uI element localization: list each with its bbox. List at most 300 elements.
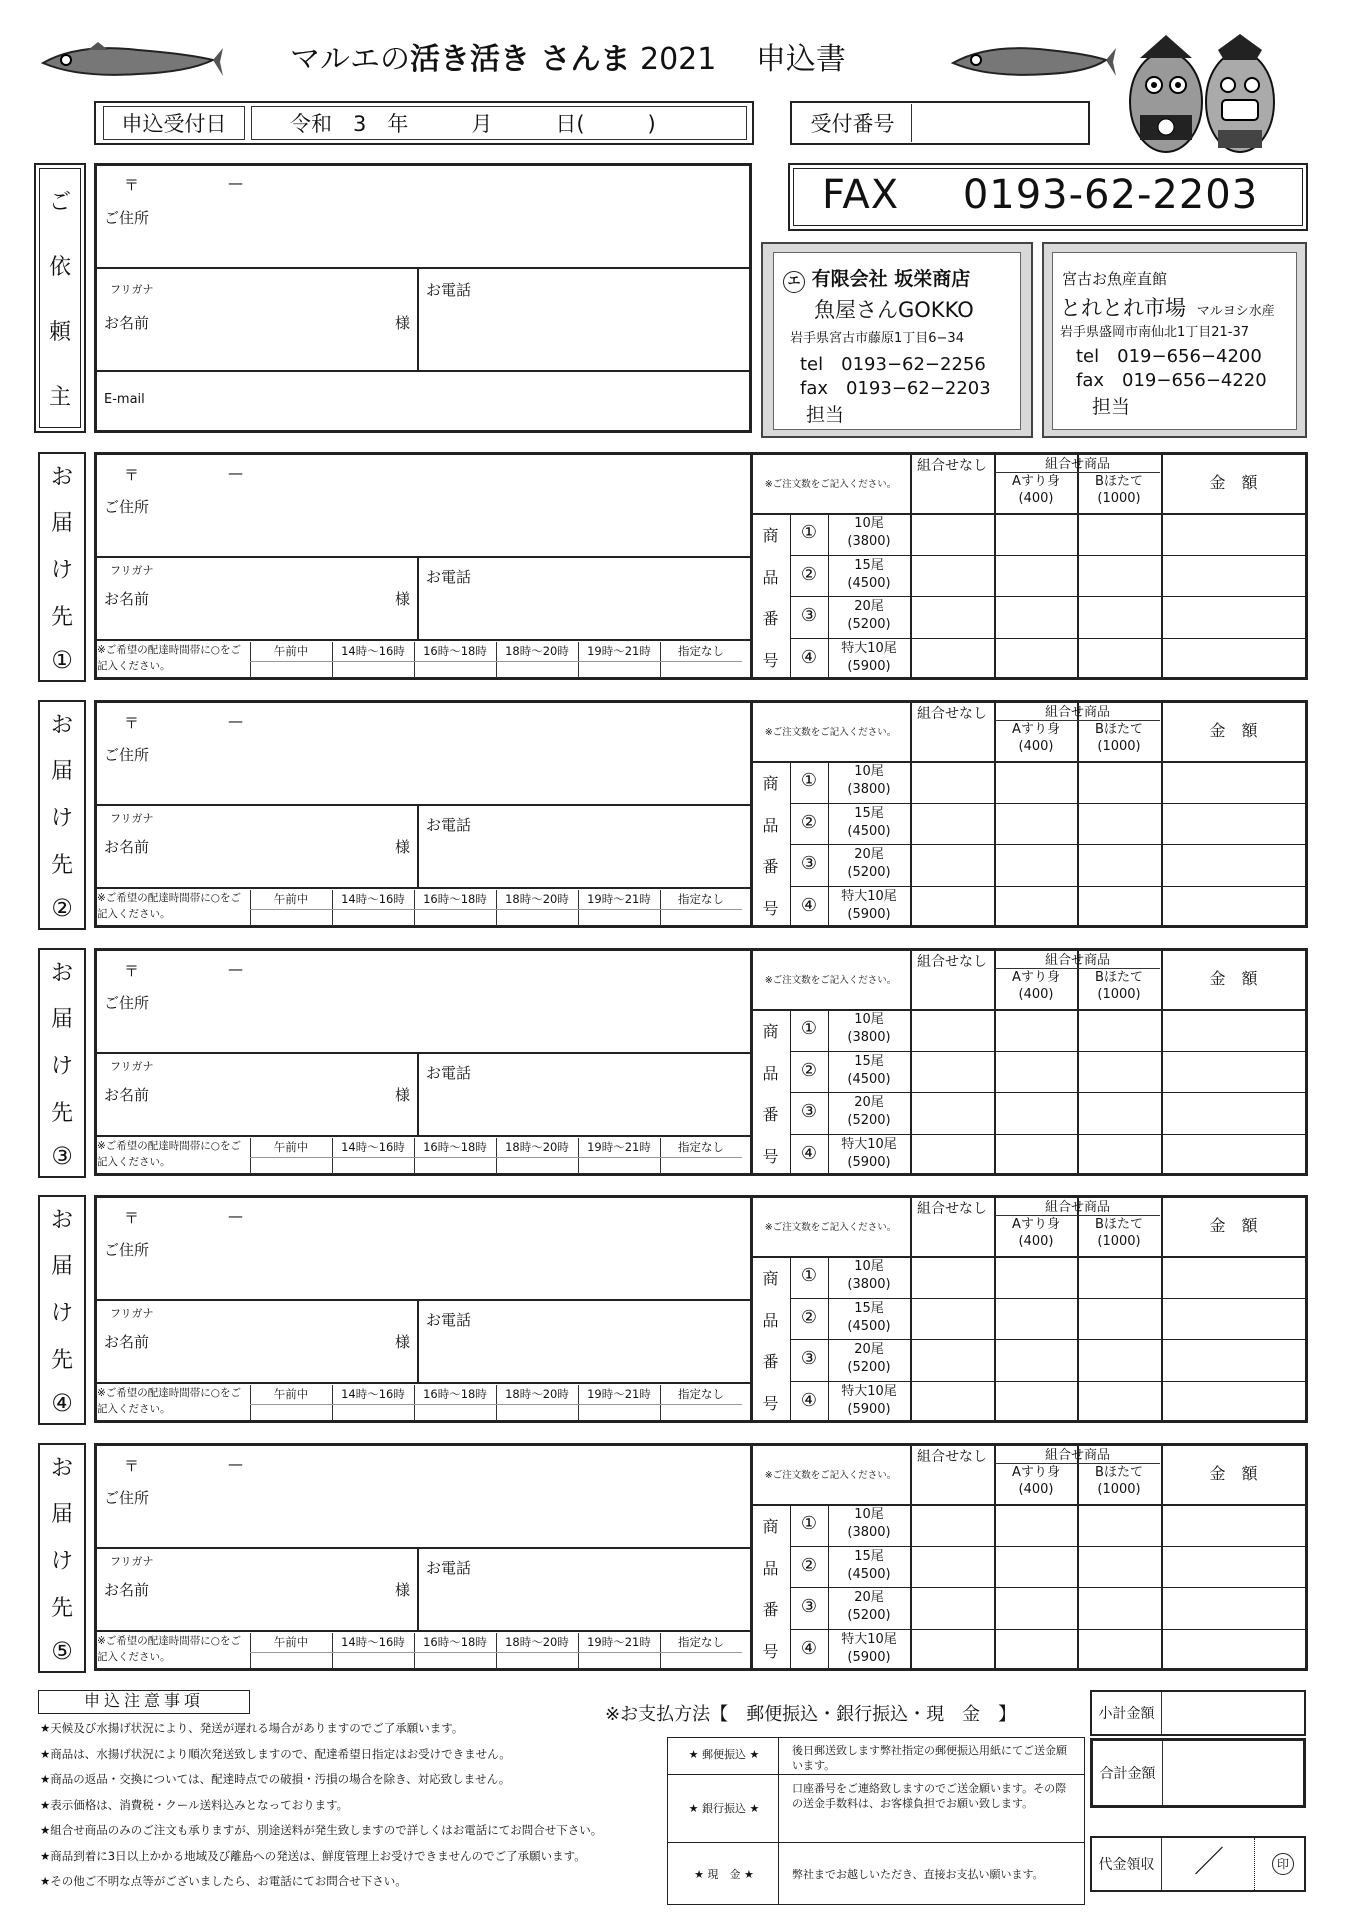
requester-email-field[interactable] (170, 378, 740, 426)
delivery-time-slot-label: 19時～21時 (578, 643, 660, 662)
requester-postal-mark: 〒 (124, 176, 140, 194)
delivery-product-char: 品 (762, 1063, 779, 1083)
delivery-qty-combo-a-field[interactable] (995, 1257, 1077, 1297)
delivery-amount-field[interactable] (1162, 1010, 1305, 1050)
delivery-product-number: ③ (800, 1596, 818, 1617)
delivery-qty-none-field[interactable] (911, 845, 993, 885)
delivery-product-price: (5200) (847, 617, 891, 632)
delivery-side-label (38, 1443, 86, 1673)
subtotal-field[interactable] (1164, 1692, 1304, 1734)
delivery-furigana-label: フリガナ (110, 1307, 154, 1320)
divider (417, 267, 419, 370)
delivery-product-number: ② (800, 563, 818, 585)
delivery-time-slot-label: 16時～18時 (414, 1634, 496, 1653)
delivery-qty-combo-a-field[interactable] (995, 845, 1077, 885)
delivery-combo-none-label: 組合せなし (917, 1449, 987, 1465)
delivery-product-number: ③ (800, 1348, 818, 1369)
delivery-qty-combo-a-field[interactable] (995, 514, 1077, 554)
delivery-combo-b-label: Bほたて(1000) (1095, 1217, 1143, 1249)
delivery-combo-a-label: Aすり身(400) (1012, 970, 1060, 1002)
delivery-qty-none-field[interactable] (911, 1382, 993, 1422)
delivery-name-field[interactable] (180, 1303, 390, 1379)
delivery-time-note: ※ご希望の配達時間帯に○をご記入ください。 (97, 1140, 241, 1168)
delivery-combo-a-label: Aすり身(400) (1012, 1465, 1060, 1497)
requester-name-field[interactable] (180, 275, 390, 360)
shop1-company-name: 有限会社 坂栄商店 (811, 268, 971, 290)
delivery-product-char: 商 (762, 774, 779, 793)
delivery-address-field[interactable] (200, 706, 740, 798)
delivery-qty-combo-a-field[interactable] (995, 762, 1077, 802)
divider (417, 556, 419, 639)
requester-furigana-label: フリガナ (110, 283, 154, 296)
delivery-time-slot-label: 16時～18時 (414, 643, 496, 662)
delivery-amount-field[interactable] (1162, 1299, 1305, 1339)
delivery-amount-header: 金 額 (1209, 473, 1258, 492)
date-value-field[interactable]: 令和 3 年 月 日( ) (251, 106, 747, 140)
delivery-name-field[interactable] (180, 1551, 390, 1627)
notes-item: ★組合せ商品のみのご注文も承りますが、別途送料が発生致しますので詳しくはお電話にてお問合せ下さい。 (40, 1823, 603, 1837)
delivery-product-number: ④ (800, 1389, 818, 1411)
delivery-amount-field[interactable] (1162, 1588, 1305, 1628)
delivery-product-price: (4500) (847, 1318, 891, 1334)
delivery-qty-combo-b-field[interactable] (1078, 1135, 1160, 1175)
subtotal-label: 小計金額 (1092, 1692, 1162, 1734)
delivery-time-slot-label: 指定なし (660, 1634, 742, 1653)
delivery-phone-field[interactable] (426, 1329, 741, 1379)
delivery-phone-field[interactable] (426, 1577, 741, 1627)
delivery-time-slot-label: 14時～16時 (332, 1634, 414, 1653)
delivery-time-slot-label: 午前中 (250, 643, 332, 662)
delivery-qty-combo-a-field[interactable] (995, 1547, 1077, 1587)
delivery-qty-combo-a-field[interactable] (995, 1382, 1077, 1422)
delivery-name-label: お名前 (104, 590, 150, 608)
delivery-amount-header: 金 額 (1209, 721, 1258, 740)
divider (417, 1547, 419, 1630)
requester-side-char: 頼 (48, 320, 71, 345)
delivery-qty-none-field[interactable] (911, 804, 993, 844)
requester-address-field[interactable] (200, 170, 740, 260)
delivery-qty-combo-b-field[interactable] (1078, 556, 1160, 596)
delivery-amount-field[interactable] (1162, 1135, 1305, 1175)
delivery-qty-note: ※ご注文数をご記入ください。 (764, 479, 897, 490)
requester-name-label: お名前 (104, 314, 150, 332)
delivery-qty-combo-b-field[interactable] (1078, 762, 1160, 802)
delivery-qty-none-field[interactable] (911, 1505, 993, 1545)
delivery-time-slot-label: 18時～20時 (496, 1386, 578, 1405)
delivery-qty-none-field[interactable] (911, 1135, 993, 1175)
delivery-name-field[interactable] (180, 560, 390, 636)
delivery-phone-label: お電話 (426, 568, 472, 586)
delivery-amount-field[interactable] (1162, 1052, 1305, 1092)
delivery-time-note: ※ご希望の配達時間帯に○をご記入ください。 (97, 1387, 241, 1415)
delivery-amount-field[interactable] (1162, 556, 1305, 596)
receipt-label: 代金領収 (1092, 1838, 1162, 1890)
divider (95, 1547, 750, 1549)
shop2-subtitle: 宮古お魚産直館 (1062, 270, 1168, 288)
delivery-number: ① (51, 646, 73, 675)
delivery-product-number: ④ (800, 1637, 818, 1659)
divider (95, 887, 750, 889)
delivery-qty-combo-a-field[interactable] (995, 1299, 1077, 1339)
delivery-qty-combo-a-field[interactable] (995, 887, 1077, 927)
delivery-amount-field[interactable] (1162, 514, 1305, 554)
delivery-qty-combo-b-field[interactable] (1078, 1382, 1160, 1422)
delivery-combo-none-label: 組合せなし (917, 706, 987, 722)
delivery-side-char: お (50, 712, 73, 738)
divider (95, 1630, 750, 1632)
payment-heading: ※お支払方法【 郵便振込・銀行振込・現 金 】 (605, 1704, 1017, 1725)
divider (95, 1135, 750, 1137)
delivery-qty-none-field[interactable] (911, 1630, 993, 1670)
delivery-side-char: 届 (50, 511, 73, 537)
delivery-qty-combo-a-field[interactable] (995, 1630, 1077, 1670)
divider (95, 267, 751, 269)
delivery-side-char: 先 (50, 852, 73, 878)
divider (778, 1738, 779, 1904)
shop2-name (1060, 292, 1275, 322)
delivery-qty-none-field[interactable] (911, 1299, 993, 1339)
delivery-address-field[interactable] (200, 1201, 740, 1293)
delivery-product-name: 20尾 (854, 599, 884, 614)
delivery-product-name: 特大10尾 (841, 1136, 897, 1152)
delivery-product-name: 20尾 (854, 847, 884, 862)
delivery-product-number: ① (800, 522, 818, 543)
shop1-fax: fax 0193−62−2203 (800, 378, 991, 399)
title-suffix: 申込書 (755, 42, 846, 77)
delivery-product-number: ③ (800, 853, 818, 874)
delivery-qty-combo-b-field[interactable] (1078, 1299, 1160, 1339)
delivery-amount-field[interactable] (1162, 1257, 1305, 1297)
page-title (290, 34, 846, 78)
delivery-name-label: お名前 (104, 1333, 150, 1351)
delivery-amount-header: 金 額 (1209, 1216, 1258, 1235)
delivery-amount-field[interactable] (1162, 1547, 1305, 1587)
delivery-phone-field[interactable] (426, 1082, 741, 1132)
requester-side-char: ご (48, 190, 71, 215)
delivery-product-price: (5900) (847, 1649, 891, 1665)
delivery-product-price: (3800) (847, 1277, 891, 1292)
delivery-amount-field[interactable] (1162, 804, 1305, 844)
delivery-product-price: (4500) (847, 1071, 891, 1087)
delivery-product-char: 商 (762, 1517, 779, 1536)
divider (668, 1774, 1084, 1775)
delivery-side-char: け (50, 1300, 73, 1326)
delivery-combo-none-label: 組合せなし (917, 1201, 987, 1217)
delivery-amount-header: 金 額 (1209, 1464, 1258, 1483)
delivery-time-slot-label: 14時～16時 (332, 643, 414, 662)
requester-sama-label: 様 (395, 314, 411, 332)
delivery-combo-b-label: Bほたて(1000) (1095, 970, 1143, 1002)
delivery-side-char: お (50, 1207, 73, 1233)
delivery-side-char: 先 (50, 1595, 73, 1621)
delivery-amount-field[interactable] (1162, 1093, 1305, 1133)
delivery-qty-combo-b-field[interactable] (1078, 1588, 1160, 1628)
delivery-time-slot-label: 14時～16時 (332, 1139, 414, 1158)
divider (95, 556, 750, 558)
delivery-product-number: ④ (800, 646, 818, 668)
delivery-qty-combo-b-field[interactable] (1078, 804, 1160, 844)
delivery-qty-combo-a-field[interactable] (995, 804, 1077, 844)
seal-mark: 印 (1272, 1853, 1294, 1875)
delivery-sama-label: 様 (395, 838, 411, 856)
delivery-combo-a-label: Aすり身(400) (1012, 474, 1060, 506)
delivery-product-price: (3800) (847, 782, 891, 797)
fish-illustration-right (948, 38, 1116, 84)
delivery-product-name: 20尾 (854, 1095, 884, 1110)
delivery-qty-combo-b-field[interactable] (1078, 1630, 1160, 1670)
delivery-number: ③ (51, 1142, 73, 1171)
fax-label: FAX (822, 172, 900, 218)
total-label: 合計金額 (1093, 1741, 1163, 1805)
delivery-qty-combo-a-field[interactable] (995, 1505, 1077, 1545)
delivery-product-name: 20尾 (854, 1590, 884, 1605)
delivery-side-char: け (50, 1053, 73, 1079)
notes-item: ★表示価格は、消費税・クール送料込みとなっております。 (40, 1797, 349, 1812)
delivery-amount-field[interactable] (1162, 597, 1305, 637)
notes-item: ★商品到着に3日以上かかる地域及び離島への発送は、鮮度管理上お受けできませんのでご了承願います。 (40, 1848, 586, 1863)
delivery-product-price: (4500) (847, 823, 891, 839)
delivery-qty-none-field[interactable] (911, 1588, 993, 1628)
delivery-qty-combo-a-field[interactable] (995, 597, 1077, 637)
delivery-qty-combo-b-field[interactable] (1078, 1505, 1160, 1545)
delivery-product-price: (3800) (847, 1030, 891, 1045)
delivery-qty-none-field[interactable] (911, 1010, 993, 1050)
delivery-qty-none-field[interactable] (911, 762, 993, 802)
date-label: 申込受付日 (103, 106, 245, 140)
delivery-product-name: 15尾 (854, 1548, 884, 1564)
delivery-time-slot-label: 18時～20時 (496, 891, 578, 910)
delivery-phone-field[interactable] (426, 834, 741, 884)
delivery-time-slot-label: 19時～21時 (578, 1386, 660, 1405)
divider (95, 1299, 750, 1301)
delivery-side-char: 先 (50, 604, 73, 630)
delivery-product-char: 商 (762, 1022, 779, 1041)
shop2-address: 岩手県盛岡市南仙北1丁目21-37 (1060, 325, 1250, 340)
delivery-time-note: ※ご希望の配達時間帯に○をご記入ください。 (97, 644, 241, 672)
delivery-time-slot-label: 19時～21時 (578, 891, 660, 910)
delivery-product-price: (5200) (847, 1360, 891, 1375)
delivery-qty-combo-b-field[interactable] (1078, 1340, 1160, 1380)
delivery-product-name: 15尾 (854, 805, 884, 821)
delivery-product-number: ③ (800, 605, 818, 626)
delivery-postal-mark: 〒 (124, 962, 140, 980)
shop1-address: 岩手県宮古市藤原1丁目6−34 (790, 331, 964, 346)
delivery-qty-combo-b-field[interactable] (1078, 1052, 1160, 1092)
delivery-qty-none-field[interactable] (911, 1052, 993, 1092)
requester-side-char: 依 (48, 255, 71, 280)
delivery-postal-mark: 〒 (124, 466, 140, 484)
delivery-postal-dash: — (228, 1455, 243, 1473)
delivery-time-slot-label: 16時～18時 (414, 1386, 496, 1405)
fax-number-value: 0193-62-2203 (962, 172, 1259, 218)
delivery-amount-field[interactable] (1162, 887, 1305, 927)
delivery-time-note: ※ご希望の配達時間帯に○をご記入ください。 (97, 1635, 241, 1663)
delivery-product-number: ② (800, 1306, 818, 1328)
receipt-number-field[interactable] (914, 104, 1086, 142)
delivery-time-slot-label: 指定なし (660, 891, 742, 910)
delivery-product-price: (3800) (847, 1525, 891, 1540)
delivery-combo-a-label: Aすり身(400) (1012, 1217, 1060, 1249)
requester-postal-dash: — (228, 174, 243, 192)
delivery-amount-field[interactable] (1162, 845, 1305, 885)
delivery-combo-b-label: Bほたて(1000) (1095, 1465, 1143, 1497)
delivery-product-char: 品 (762, 567, 779, 587)
delivery-qty-none-field[interactable] (911, 1257, 993, 1297)
delivery-product-name: 10尾 (854, 764, 884, 779)
delivery-time-slot-label: 14時～16時 (332, 891, 414, 910)
delivery-product-char: 号 (762, 1393, 779, 1413)
delivery-name-field[interactable] (180, 1056, 390, 1132)
delivery-qty-note: ※ご注文数をご記入ください。 (764, 1222, 897, 1233)
delivery-qty-none-field[interactable] (911, 887, 993, 927)
delivery-product-name: 15尾 (854, 557, 884, 573)
divider (1254, 1838, 1255, 1890)
delivery-phone-label: お電話 (426, 816, 472, 834)
shop2-staff-label: 担当 (1092, 396, 1131, 418)
delivery-product-char: 号 (762, 650, 779, 670)
shop1-staff-label: 担当 (806, 404, 845, 426)
delivery-product-name: 10尾 (854, 516, 884, 531)
delivery-qty-combo-b-field[interactable] (1078, 597, 1160, 637)
delivery-time-slot-label: 指定なし (660, 643, 742, 662)
delivery-combo-title: 組合せ商品 (995, 949, 1160, 969)
delivery-product-char: 号 (762, 898, 779, 918)
delivery-furigana-label: フリガナ (110, 1555, 154, 1568)
delivery-qty-combo-b-field[interactable] (1078, 1093, 1160, 1133)
delivery-name-field[interactable] (180, 808, 390, 884)
delivery-postal-mark: 〒 (124, 1457, 140, 1475)
delivery-qty-combo-b-field[interactable] (1078, 639, 1160, 679)
delivery-product-name: 10尾 (854, 1012, 884, 1027)
delivery-time-slot-label: 19時～21時 (578, 1139, 660, 1158)
delivery-amount-field[interactable] (1162, 639, 1305, 679)
delivery-address-field[interactable] (200, 954, 740, 1046)
delivery-postal-dash: — (228, 712, 243, 730)
delivery-side-char: け (50, 1548, 73, 1574)
delivery-phone-field[interactable] (426, 586, 741, 636)
delivery-time-slot-label: 16時～18時 (414, 1139, 496, 1158)
delivery-qty-combo-a-field[interactable] (995, 1093, 1077, 1133)
delivery-qty-combo-a-field[interactable] (995, 1052, 1077, 1092)
delivery-amount-header: 金 額 (1209, 969, 1258, 988)
delivery-qty-note: ※ご注文数をご記入ください。 (764, 975, 897, 986)
delivery-time-slot-label: 指定なし (660, 1386, 742, 1405)
delivery-amount-field[interactable] (1162, 1630, 1305, 1670)
title-prefix: マルエの (290, 42, 410, 77)
title-year: 2021 (640, 42, 717, 77)
delivery-side-label (38, 1195, 86, 1425)
receipt-number-label: 受付番号 (794, 104, 912, 142)
divider (95, 639, 750, 641)
delivery-qty-none-field[interactable] (911, 1547, 993, 1587)
delivery-side-char: 届 (50, 1254, 73, 1280)
delivery-qty-combo-a-field[interactable] (995, 1010, 1077, 1050)
delivery-qty-none-field[interactable] (911, 1093, 993, 1133)
delivery-amount-field[interactable] (1162, 1340, 1305, 1380)
total-field[interactable] (1165, 1741, 1303, 1805)
delivery-qty-combo-b-field[interactable] (1078, 845, 1160, 885)
delivery-product-name: 15尾 (854, 1300, 884, 1316)
delivery-qty-none-field[interactable] (911, 639, 993, 679)
delivery-qty-combo-b-field[interactable] (1078, 1547, 1160, 1587)
delivery-combo-b-label: Bほたて(1000) (1095, 474, 1143, 506)
delivery-product-price: (3800) (847, 534, 891, 549)
requester-email-label: E-mail (104, 392, 145, 407)
delivery-product-price: (4500) (847, 1566, 891, 1582)
requester-phone-field[interactable] (426, 300, 741, 362)
delivery-sama-label: 様 (395, 1333, 411, 1351)
delivery-qty-combo-a-field[interactable] (995, 639, 1077, 679)
requester-address-label: ご住所 (104, 209, 150, 227)
delivery-product-char: 番 (762, 609, 779, 628)
delivery-product-number: ① (800, 1265, 818, 1286)
delivery-product-price: (5200) (847, 1608, 891, 1623)
divider (95, 370, 751, 372)
delivery-product-number: ② (800, 1059, 818, 1081)
delivery-amount-field[interactable] (1162, 1505, 1305, 1545)
receipt-date-field[interactable]: ／ (1194, 1845, 1224, 1880)
delivery-time-slot-label: 18時～20時 (496, 1634, 578, 1653)
delivery-side-char: お (50, 960, 73, 986)
delivery-qty-combo-b-field[interactable] (1078, 1010, 1160, 1050)
delivery-furigana-label: フリガナ (110, 564, 154, 577)
delivery-qty-none-field[interactable] (911, 597, 993, 637)
delivery-combo-title: 組合せ商品 (995, 701, 1160, 721)
title-bold: 活き活き さんま (410, 42, 631, 77)
delivery-side-char: 先 (50, 1347, 73, 1373)
shop2-tel: tel 019−656−4200 (1076, 346, 1262, 367)
shop1-name: 魚屋さんGOKKO (814, 298, 974, 322)
delivery-qty-combo-a-field[interactable] (995, 556, 1077, 596)
delivery-number: ⑤ (51, 1637, 73, 1666)
delivery-product-price: (5900) (847, 1154, 891, 1170)
delivery-side-char: 届 (50, 759, 73, 785)
delivery-amount-field[interactable] (1162, 1382, 1305, 1422)
delivery-product-number: ① (800, 1018, 818, 1039)
delivery-address-field[interactable] (200, 1449, 740, 1541)
delivery-qty-combo-a-field[interactable] (995, 1340, 1077, 1380)
delivery-amount-field[interactable] (1162, 762, 1305, 802)
divider (417, 1052, 419, 1135)
delivery-phone-label: お電話 (426, 1559, 472, 1577)
delivery-product-name: 15尾 (854, 1053, 884, 1069)
delivery-side-char: け (50, 805, 73, 831)
delivery-number: ② (51, 894, 73, 923)
delivery-qty-none-field[interactable] (911, 556, 993, 596)
delivery-product-name: 10尾 (854, 1507, 884, 1522)
delivery-time-slot-label: 14時～16時 (332, 1386, 414, 1405)
delivery-product-price: (5200) (847, 865, 891, 880)
payment-text-postal: 後日郵送致します弊社指定の郵便振込用紙にてご送金願います。 (792, 1744, 1067, 1772)
shop1-tel: tel 0193−62−2256 (800, 354, 986, 375)
notes-title: 申込注意事項 (83, 1691, 204, 1710)
delivery-qty-combo-a-field[interactable] (995, 1588, 1077, 1628)
delivery-address-field[interactable] (200, 458, 740, 550)
delivery-qty-combo-a-field[interactable] (995, 1135, 1077, 1175)
delivery-postal-dash: — (228, 960, 243, 978)
delivery-side-char: お (50, 464, 73, 490)
payment-label-postal: ★ 郵便振込 ★ (688, 1748, 760, 1761)
delivery-product-name: 特大10尾 (841, 888, 897, 904)
delivery-qty-none-field[interactable] (911, 514, 993, 554)
delivery-qty-combo-b-field[interactable] (1078, 514, 1160, 554)
delivery-qty-none-field[interactable] (911, 1340, 993, 1380)
delivery-side-char: お (50, 1455, 73, 1481)
delivery-side-label (38, 452, 86, 682)
delivery-qty-combo-b-field[interactable] (1078, 887, 1160, 927)
delivery-product-char: 号 (762, 1641, 779, 1661)
delivery-qty-combo-b-field[interactable] (1078, 1257, 1160, 1297)
